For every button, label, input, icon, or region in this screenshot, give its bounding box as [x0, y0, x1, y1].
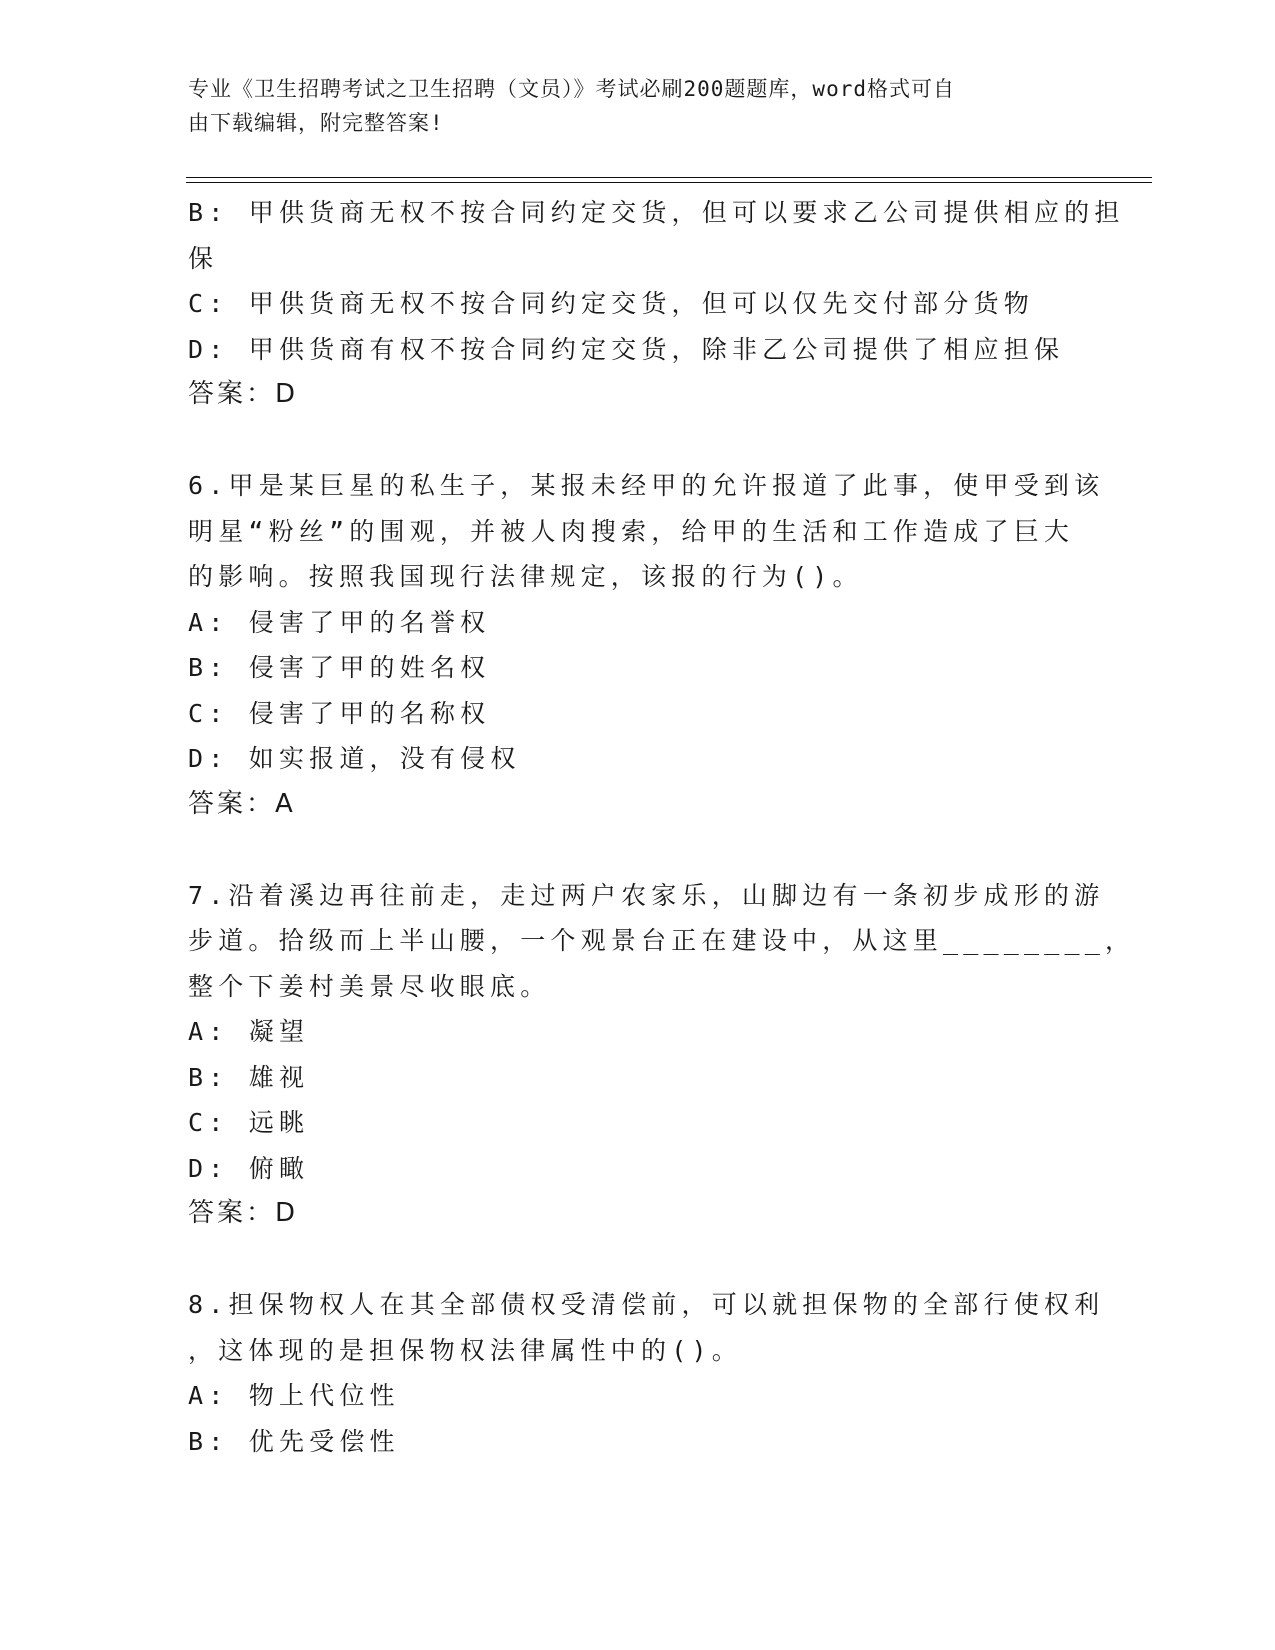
option-b: B: 雄视 [188, 1062, 310, 1092]
option-d: D: 俯瞰 [188, 1153, 310, 1183]
option-c: C: 侵害了甲的名称权 [188, 698, 491, 728]
header-line-1: 专业《卫生招聘考试之卫生招聘（文员）》考试必刷200题题库，word格式可自 [188, 77, 955, 101]
option-a: A: 凝望 [188, 1017, 310, 1046]
question-stem: 6.甲是某巨星的私生子，某报未经甲的允许报道了此事，使甲受到该 [188, 471, 1105, 500]
question-stem: ，这体现的是担保物权法律属性中的()。 [188, 1335, 742, 1365]
option-d: D: 甲供货商有权不按合同约定交货，除非乙公司提供了相应担保 [188, 334, 1065, 364]
question-stem: 步道。拾级而上半山腰，一个观景台正在建设中，从这里________， [188, 926, 1136, 955]
question-stem: 的影响。按照我国现行法律规定，该报的行为()。 [188, 562, 863, 591]
header-divider-top [186, 177, 1152, 178]
option-c: C: 远眺 [188, 1108, 310, 1137]
spacer [188, 1237, 1088, 1283]
question-6 [188, 463, 1105, 827]
spacer [188, 827, 1088, 873]
question-7 [188, 873, 1136, 1237]
question-stem: 整个下姜村美景尽收眼底。 [188, 971, 551, 1001]
spacer [188, 418, 1088, 464]
option-b: B: 侵害了甲的姓名权 [188, 653, 491, 682]
option-a: A: 侵害了甲的名誉权 [188, 607, 491, 637]
question-5-tail [188, 190, 1125, 418]
answer: 答案：D [188, 1198, 299, 1228]
option-b: B: 甲供货商无权不按合同约定交货，但可以要求乙公司提供相应的担 [188, 198, 1125, 227]
option-b-continued: 保 [188, 243, 219, 273]
option-c: C: 甲供货商无权不按合同约定交货，但可以仅先交付部分货物 [188, 289, 1034, 318]
header-divider-bottom [186, 182, 1152, 183]
option-b: B: 优先受偿性 [188, 1426, 400, 1456]
question-stem: 8.担保物权人在其全部债权受清偿前，可以就担保物的全部行使权利 [188, 1290, 1105, 1319]
question-stem: 7.沿着溪边再往前走，走过两户农家乐，山脚边有一条初步成形的游 [188, 880, 1105, 910]
question-content [188, 190, 1136, 1464]
answer: 答案：D [188, 379, 299, 409]
document-header [188, 72, 1068, 140]
answer: 答案：A [188, 788, 296, 819]
question-8 [188, 1282, 1105, 1464]
option-a: A: 物上代位性 [188, 1381, 400, 1410]
option-d: D: 如实报道，没有侵权 [188, 744, 521, 773]
question-stem: 明星“粉丝”的围观，并被人肉搜索，给甲的生活和工作造成了巨大 [188, 516, 1075, 546]
header-line-2: 由下载编辑，附完整答案! [188, 111, 444, 135]
